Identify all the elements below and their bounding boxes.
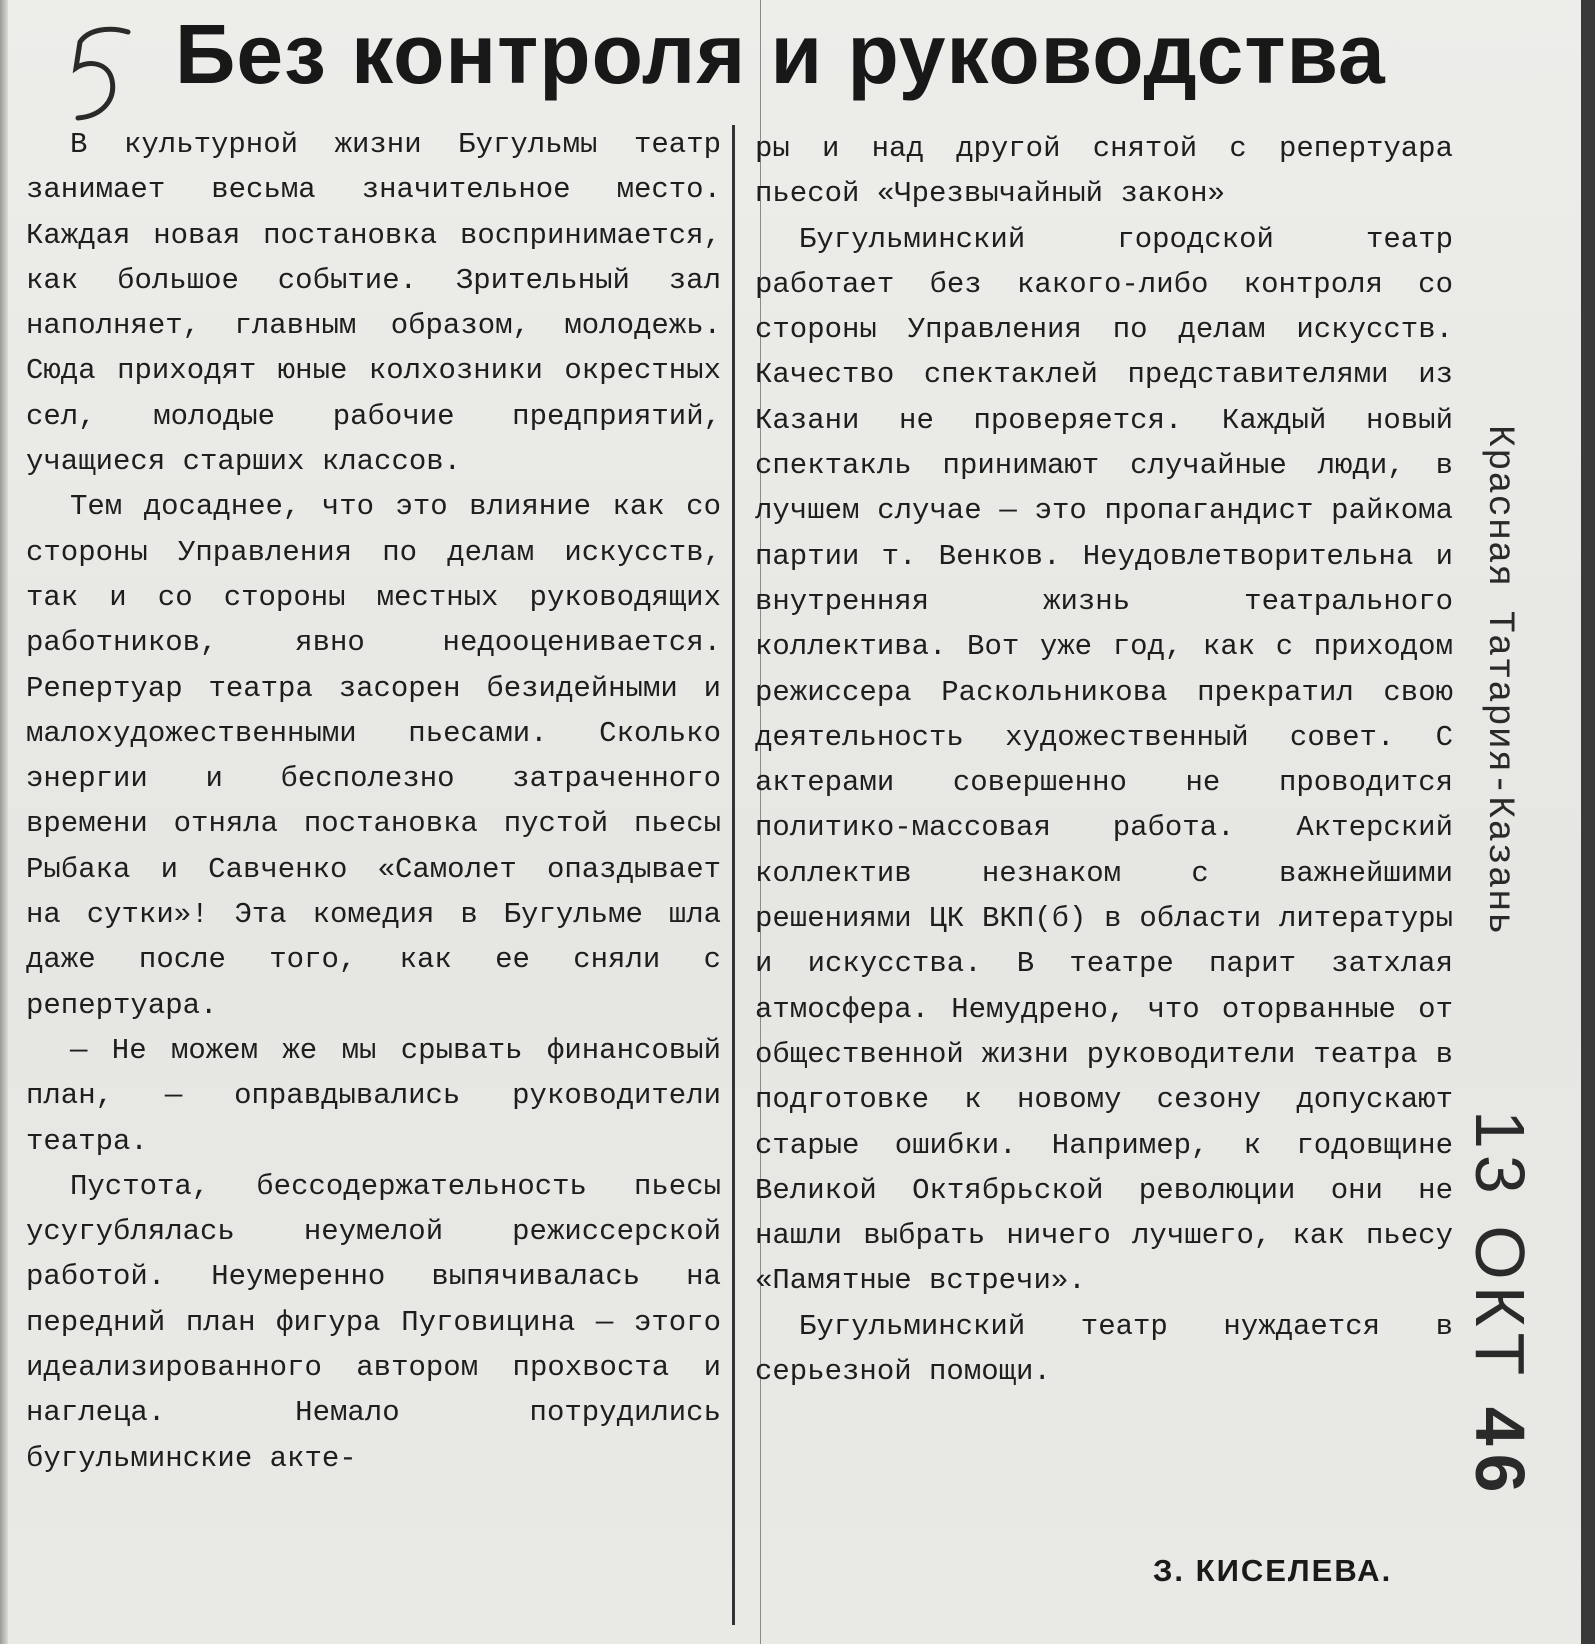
left-column: [26, 122, 721, 1481]
handwritten-annotation: [58, 20, 138, 130]
right-column: [755, 126, 1453, 1394]
paragraph: Бугульминский театр нуждается в серьезной помощи.: [755, 1309, 1453, 1389]
scan-left-edge: [0, 0, 8, 1644]
column-divider: [732, 125, 735, 1625]
paragraph: В культурной жизни Бугульмы театр занимает весьма значительное место. Каждая новая постановка воспринимается, как большое событие. Зрительный зал наполняет, главным образом, молодежь. Сюда приходят юные колхозники окрестных сел, молодые рабочие предприятий, учащиеся старших классов.: [26, 128, 721, 479]
date-stamp: [1460, 1110, 1540, 1501]
author-signature: З. КИСЕЛЕВА.: [1153, 1553, 1393, 1588]
date-stamp-day-month: 13 ОКТ: [1461, 1110, 1539, 1382]
paragraph: — Не можем же мы срывать финансовый план, — оправдывались руководители театра.: [26, 1033, 721, 1158]
article-headline: Без контроля и руководства: [175, 7, 1386, 101]
paragraph: Тем досаднее, что это влияние как со стороны Управления по делам искусств, так и со стороны местных руководящих работников, явно недооценивается. Репертуар театра засорен безидейными и малохудожественными пьесами. Сколько энергии и бесполезно затраченного времени отняла постановка пустой пьесы Рыбака и Савченко «Самолет опаздывает на сутки»! Эта комедия в Бугульме шла даже после того, как ее сняли с репертуара.: [26, 490, 721, 1022]
source-stamp: Красная Татария-Казань: [1478, 425, 1520, 936]
scan-right-edge: [1581, 0, 1595, 1644]
date-stamp-year: 46: [1461, 1406, 1539, 1501]
paragraph: Пустота, бессодержательность пьесы усугублялась неумелой режиссерской работой. Неумеренно выпячивалась на передний план фигура Пуговицина — этого идеализированного автором прохвоста и наглеца. Немало потрудились бугульминские акте-: [26, 1169, 721, 1475]
paragraph: Бугульминский городской театр работает без какого-либо контроля со стороны Управления по делам искусств. Качество спектаклей представителями из Казани не проверяется. Каждый новый спектакль принимают случайные люди, в лучшем случае — это пропагандист райкома партии т. Венков. Неудовлетворительна и внутренняя жизнь театрального коллектива. Вот уже год, как с приходом режиссера Раскольникова прекратил свою деятельность художественный совет. С актерами совершенно не проводится политико-массовая работа. Актерский коллектив незнаком с важнейшими решениями ЦК ВКП(б) в области литературы и искусства. В театре парит затхлая атмосфера. Немудрено, что оторванные от общественной жизни руководители театра в подготовке к новому сезону допускают старые ошибки. Например, к годовщине Великой Октябрьской революции они не нашли выбрать ничего лучшего, как пьесу «Памятные встречи».: [755, 222, 1453, 1298]
paragraph: ры и над другой снятой с репертуара пьесой «Чрезвычайный закон»: [755, 132, 1453, 211]
